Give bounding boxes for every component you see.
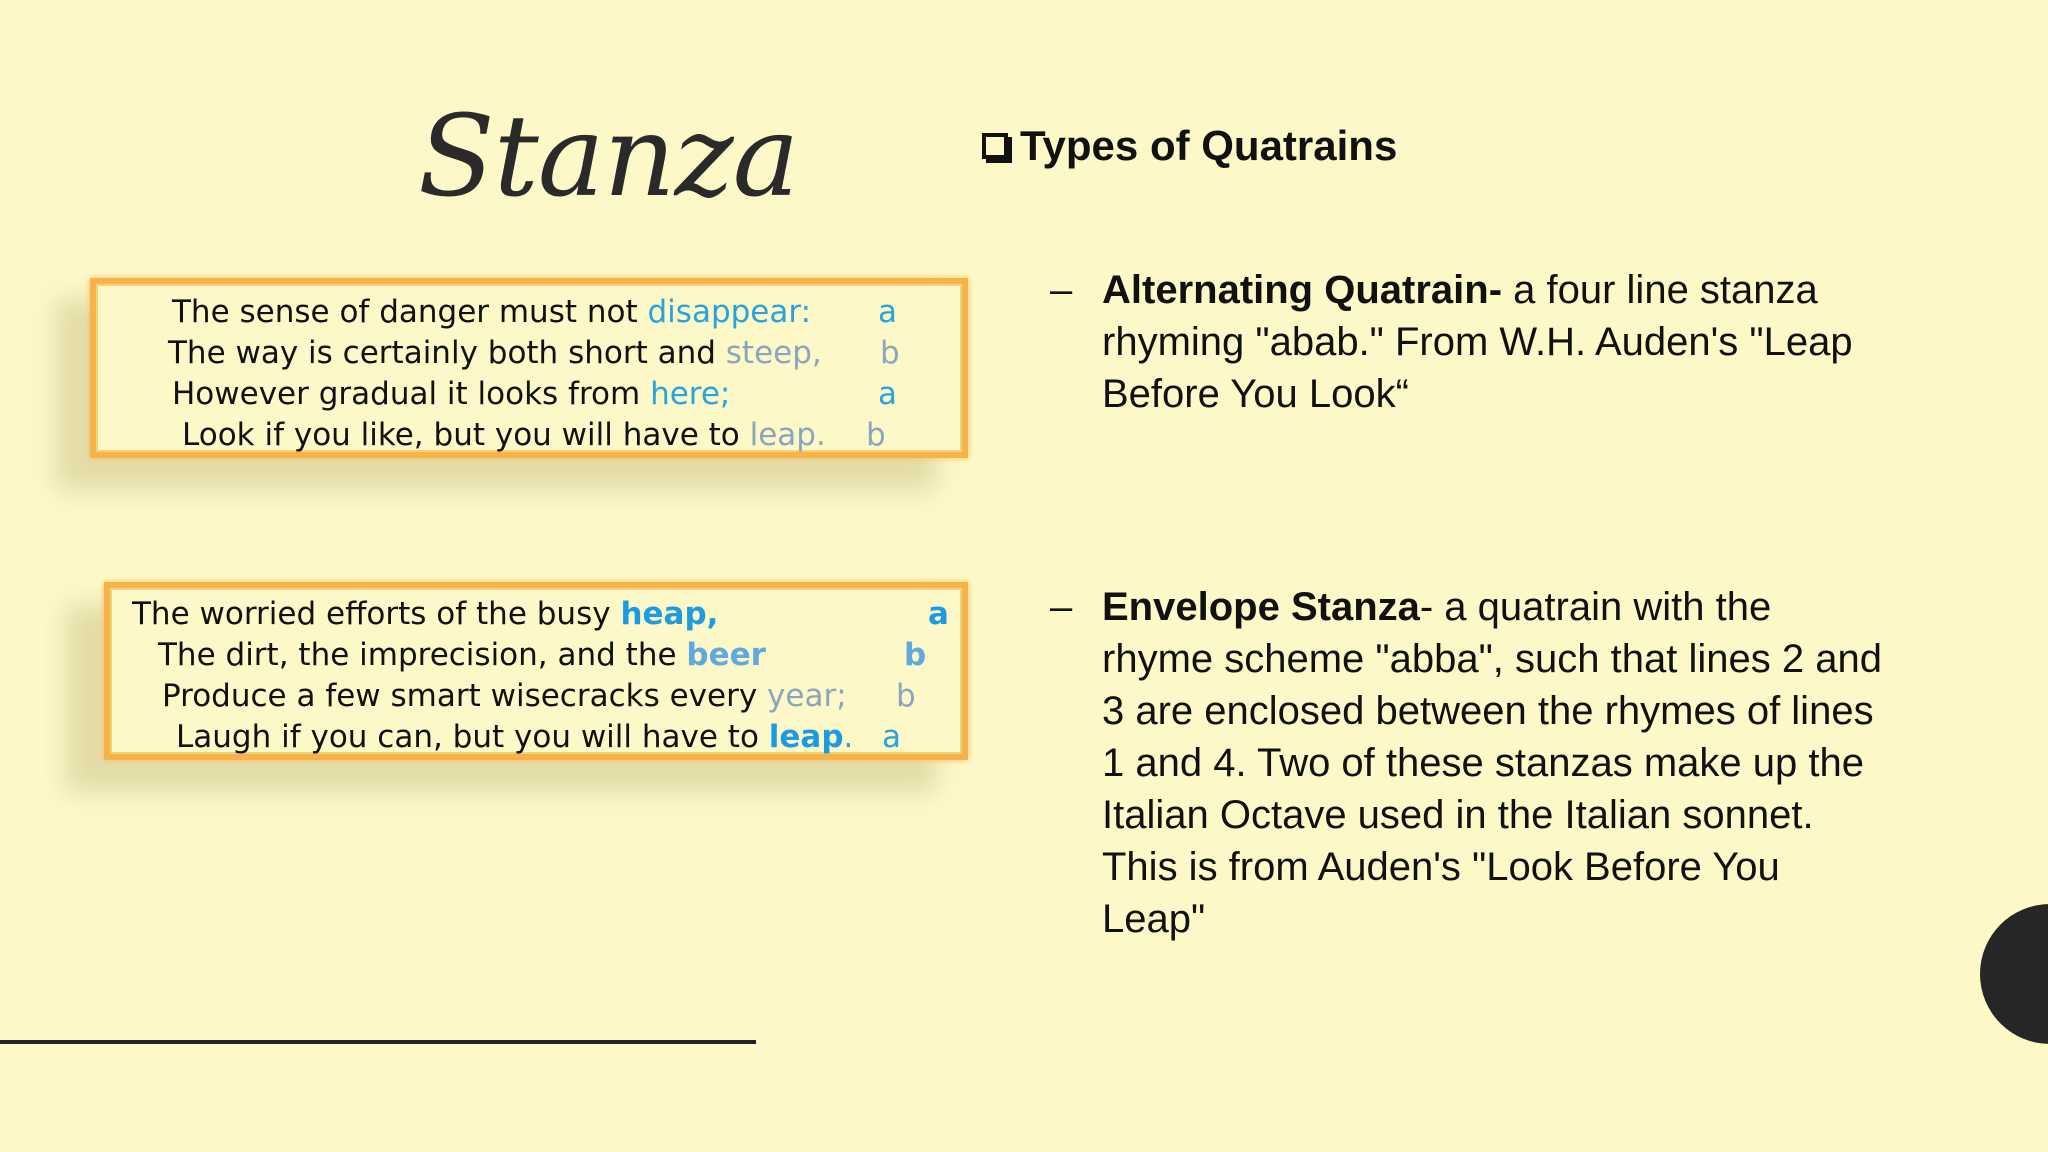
rhyme-word: disappear:: [647, 294, 812, 330]
decorative-circle: [1980, 904, 2048, 1044]
rhyme-scheme-letter: a: [878, 294, 897, 330]
rhyme-scheme-letter: a: [882, 719, 901, 755]
section-heading: [982, 122, 1397, 170]
rhyme-word: steep,: [725, 335, 822, 371]
poem-line-text: Look if you like, but you will have to: [182, 417, 750, 453]
quatrain-types-list: [1050, 264, 1882, 420]
checkbox-bullet-icon: [982, 133, 1008, 159]
dash-bullet-icon: –: [1050, 585, 1073, 629]
bullet-description: - a quatrain with the rhyme scheme "abba", such that lines 2 and 3 are enclosed between the rhymes of lines 1 and 4. Two of these stanzas make up the Italian Octave used in the Italian sonnet. This is from Auden's "Look Before You Leap": [1102, 585, 1882, 941]
bullet-alternating-quatrain: [1050, 264, 1882, 420]
rhyme-scheme-letter: a: [878, 376, 897, 412]
dash-bullet-icon: –: [1050, 268, 1073, 312]
bullet-term: Alternating Quatrain-: [1102, 268, 1503, 312]
bullet-term: Envelope Stanza: [1102, 585, 1420, 629]
bullet-envelope-stanza: [1050, 581, 1882, 945]
poem-box-envelope: [104, 582, 968, 760]
rhyme-scheme-letter: b: [904, 637, 927, 673]
poem-box-alternating: [90, 278, 968, 458]
rhyme-word-suffix: .: [843, 719, 854, 755]
poem-line-text: The way is certainly both short and: [168, 335, 726, 371]
rhyme-word: here;: [650, 376, 731, 412]
rhyme-word: heap,: [620, 596, 719, 632]
poem-line-text: However gradual it looks from: [172, 376, 651, 412]
rhyme-scheme-letter: b: [896, 678, 916, 714]
poem-line: [132, 596, 718, 632]
bullet-description: a four line stanza rhyming "abab." From W.H. Auden's "Leap Before You Look“: [1102, 268, 1853, 416]
section-heading-text: Types of Quatrains: [1020, 122, 1398, 169]
rhyme-word: beer: [686, 637, 766, 673]
poem-line: [158, 637, 766, 673]
slide-title: Stanza: [418, 92, 799, 222]
decorative-rule: [0, 1040, 756, 1044]
poem-line-text: The dirt, the imprecision, and the: [158, 637, 687, 673]
poem-line: [182, 417, 826, 453]
poem-line-text: The worried efforts of the busy: [132, 596, 621, 632]
poem-line: [172, 376, 730, 412]
rhyme-scheme-letter: b: [880, 335, 900, 371]
poem-line: [162, 678, 847, 714]
rhyme-scheme-letter: a: [928, 596, 949, 632]
poem-line-text: Produce a few smart wisecracks every: [162, 678, 768, 714]
poem-line: [168, 335, 822, 371]
quatrain-types-list: [1050, 581, 1882, 945]
poem-line-text: The sense of danger must not: [172, 294, 648, 330]
rhyme-scheme-letter: b: [866, 417, 886, 453]
poem-line: [172, 294, 811, 330]
rhyme-word: leap.: [749, 417, 826, 453]
poem-line: [176, 719, 853, 755]
rhyme-word: year;: [767, 678, 847, 714]
poem-line-text: Laugh if you can, but you will have to: [176, 719, 769, 755]
rhyme-word: leap: [768, 719, 844, 755]
